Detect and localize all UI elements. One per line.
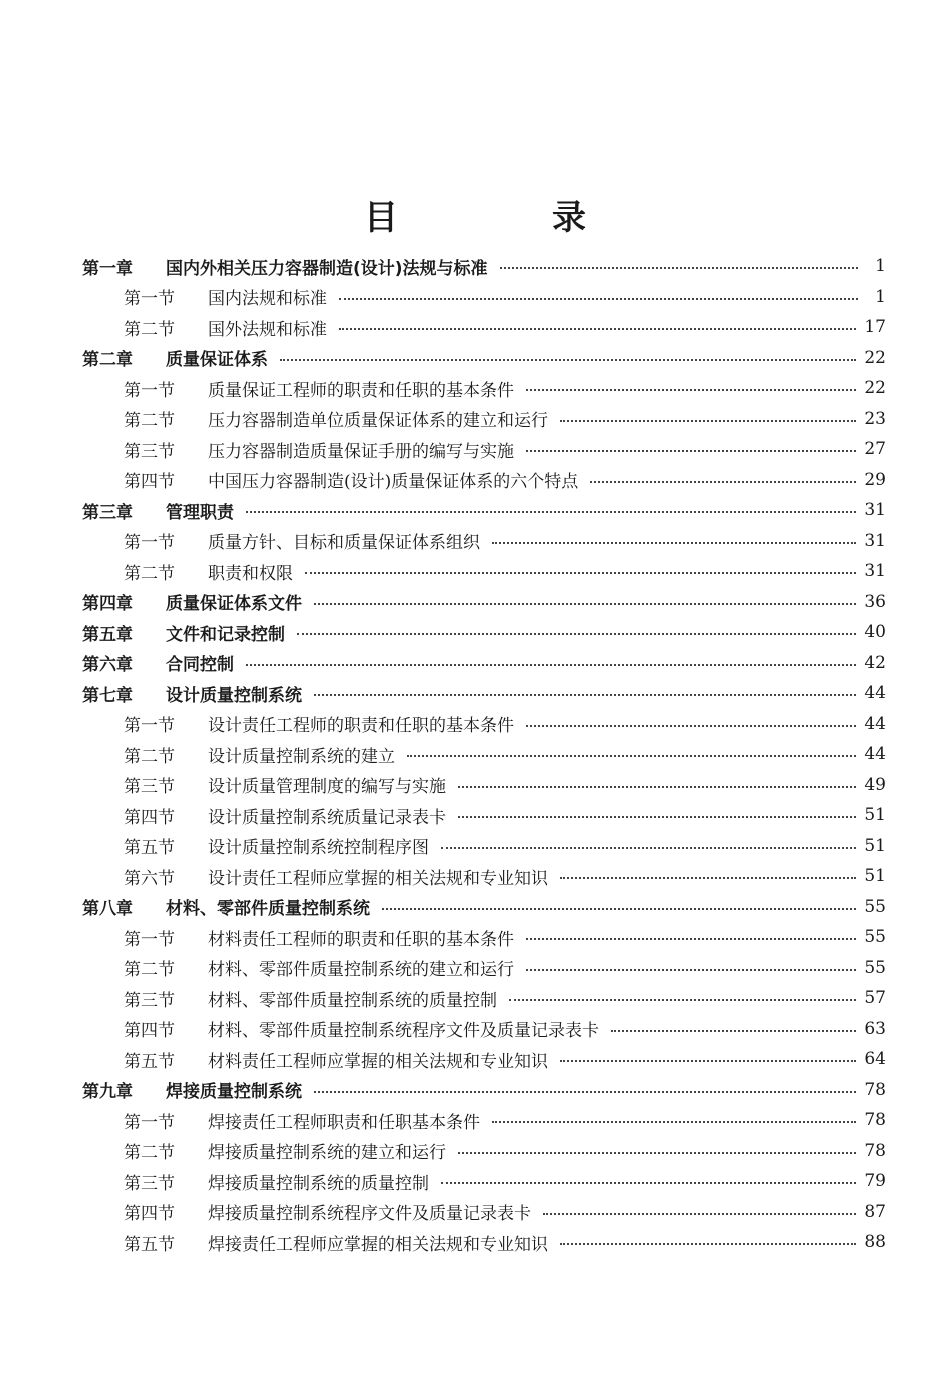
toc-entry-label: 第一节 xyxy=(124,289,175,310)
dot-leader xyxy=(458,1152,856,1154)
toc-section-entry xyxy=(0,465,950,496)
toc-page-number: 64 xyxy=(864,1049,886,1070)
dot-leader xyxy=(509,999,856,1001)
toc-entry-title: 设计质量控制系统控制程序图 xyxy=(208,838,429,859)
toc-chapter-entry xyxy=(0,892,950,923)
toc-page-number: 42 xyxy=(864,652,886,673)
toc-page-number: 29 xyxy=(864,469,886,490)
toc-page-number: 88 xyxy=(864,1232,886,1253)
toc-entry-title: 材料、零部件质量控制系统程序文件及质量记录表卡 xyxy=(208,1021,599,1042)
toc-entry-label: 第三节 xyxy=(124,1173,175,1194)
toc-entry-title: 焊接质量控制系统 xyxy=(166,1082,302,1103)
dot-leader xyxy=(611,1030,856,1032)
dot-leader xyxy=(339,328,856,330)
toc-section-entry xyxy=(0,1227,950,1258)
toc-entry-title: 国外法规和标准 xyxy=(208,319,327,340)
toc-entry-title: 焊接责任工程师应掌握的相关法规和专业知识 xyxy=(208,1234,548,1255)
toc-page-number: 55 xyxy=(864,957,886,978)
toc-page-number: 17 xyxy=(864,317,886,338)
dot-leader xyxy=(560,1060,856,1062)
toc-entry-title: 焊接质量控制系统的质量控制 xyxy=(208,1173,429,1194)
toc-section-entry xyxy=(0,434,950,465)
toc-page-number: 1 xyxy=(875,286,886,307)
dot-leader xyxy=(560,1243,856,1245)
toc-section-entry xyxy=(0,1197,950,1228)
toc-entry-label: 第一节 xyxy=(124,1112,175,1133)
toc-entry-label: 第三章 xyxy=(82,502,133,523)
toc-page-number: 57 xyxy=(864,988,886,1009)
toc-entry-label: 第二节 xyxy=(124,746,175,767)
dot-leader xyxy=(526,969,856,971)
dot-leader xyxy=(339,298,858,300)
toc-page-number: 51 xyxy=(864,866,886,887)
dot-leader xyxy=(526,725,856,727)
toc-chapter-entry xyxy=(0,495,950,526)
toc-chapter-entry xyxy=(0,587,950,618)
toc-entry-title: 压力容器制造单位质量保证体系的建立和运行 xyxy=(208,411,548,432)
toc-entry-label: 第四节 xyxy=(124,1204,175,1225)
toc-entry-title: 质量保证体系 xyxy=(166,350,268,371)
dot-leader xyxy=(246,511,856,513)
toc-entry-label: 第四节 xyxy=(124,807,175,828)
dot-leader xyxy=(314,694,856,696)
dot-leader xyxy=(441,847,856,849)
toc-entry-title: 设计责任工程师应掌握的相关法规和专业知识 xyxy=(208,868,548,889)
toc-section-entry xyxy=(0,1166,950,1197)
toc-section-entry xyxy=(0,831,950,862)
toc-section-entry xyxy=(0,739,950,770)
toc-page-number: 44 xyxy=(864,713,886,734)
toc-entry-label: 第五节 xyxy=(124,838,175,859)
dot-leader xyxy=(407,755,856,757)
toc-entry-title: 管理职责 xyxy=(166,502,234,523)
dot-leader xyxy=(246,664,856,666)
dot-leader xyxy=(590,481,856,483)
dot-leader xyxy=(297,633,856,635)
toc-entry-label: 第二节 xyxy=(124,960,175,981)
toc-entry-label: 第六节 xyxy=(124,868,175,889)
page-title: 目 录 xyxy=(364,198,646,238)
toc-section-entry xyxy=(0,770,950,801)
toc-section-entry xyxy=(0,526,950,557)
toc-entry-label: 第一节 xyxy=(124,716,175,737)
toc-chapter-entry xyxy=(0,343,950,374)
toc-entry-label: 第二节 xyxy=(124,319,175,340)
toc-entry-title: 文件和记录控制 xyxy=(166,624,285,645)
toc-section-entry xyxy=(0,556,950,587)
dot-leader xyxy=(560,877,856,879)
toc-entry-title: 材料责任工程师的职责和任职的基本条件 xyxy=(208,929,514,950)
toc-section-entry xyxy=(0,312,950,343)
toc-entry-title: 职责和权限 xyxy=(208,563,293,584)
toc-entry-title: 焊接质量控制系统的建立和运行 xyxy=(208,1143,446,1164)
toc-entry-title: 设计质量控制系统的建立 xyxy=(208,746,395,767)
toc-page-number: 22 xyxy=(864,347,886,368)
toc-page-number: 44 xyxy=(864,744,886,765)
toc-chapter-entry xyxy=(0,251,950,282)
dot-leader xyxy=(492,542,856,544)
toc-entry-title: 国内法规和标准 xyxy=(208,289,327,310)
toc-section-entry xyxy=(0,861,950,892)
toc-section-entry xyxy=(0,1105,950,1136)
toc-chapter-entry xyxy=(0,678,950,709)
toc-section-entry xyxy=(0,953,950,984)
toc-entry-label: 第九章 xyxy=(82,1082,133,1103)
toc-entry-label: 第二节 xyxy=(124,411,175,432)
dot-leader xyxy=(560,420,856,422)
toc-entry-title: 质量保证工程师的职责和任职的基本条件 xyxy=(208,380,514,401)
toc-entry-label: 第七章 xyxy=(82,685,133,706)
toc-page-number: 27 xyxy=(864,439,886,460)
dot-leader xyxy=(441,1182,856,1184)
toc-entry-label: 第五节 xyxy=(124,1051,175,1072)
toc-entry-title: 材料责任工程师应掌握的相关法规和专业知识 xyxy=(208,1051,548,1072)
dot-leader xyxy=(492,1121,856,1123)
toc-page-number: 31 xyxy=(864,500,886,521)
toc-entry-label: 第一节 xyxy=(124,929,175,950)
toc-entry-title: 合同控制 xyxy=(166,655,234,676)
dot-leader xyxy=(526,938,856,940)
toc-entry-title: 材料、零部件质量控制系统的质量控制 xyxy=(208,990,497,1011)
dot-leader xyxy=(280,359,856,361)
toc-entry-label: 第六章 xyxy=(82,655,133,676)
table-of-contents xyxy=(0,251,950,1258)
dot-leader xyxy=(382,908,856,910)
toc-section-entry xyxy=(0,1044,950,1075)
toc-entry-label: 第三节 xyxy=(124,441,175,462)
toc-page-number: 51 xyxy=(864,835,886,856)
toc-page-number: 78 xyxy=(864,1140,886,1161)
toc-entry-label: 第五章 xyxy=(82,624,133,645)
toc-entry-label: 第八章 xyxy=(82,899,133,920)
toc-entry-label: 第五节 xyxy=(124,1234,175,1255)
toc-page-number: 78 xyxy=(864,1110,886,1131)
toc-entry-title: 材料、零部件质量控制系统 xyxy=(166,899,370,920)
toc-section-entry xyxy=(0,1014,950,1045)
dot-leader xyxy=(526,450,856,452)
toc-entry-title: 质量方针、目标和质量保证体系组织 xyxy=(208,533,480,554)
toc-page-number: 31 xyxy=(864,530,886,551)
toc-entry-title: 国内外相关压力容器制造(设计)法规与标准 xyxy=(166,258,488,279)
toc-entry-label: 第四章 xyxy=(82,594,133,615)
toc-page-number: 49 xyxy=(864,774,886,795)
toc-section-entry xyxy=(0,922,950,953)
toc-section-entry xyxy=(0,282,950,313)
toc-entry-label: 第二章 xyxy=(82,350,133,371)
toc-chapter-entry xyxy=(0,1075,950,1106)
toc-entry-title: 质量保证体系文件 xyxy=(166,594,302,615)
dot-leader xyxy=(458,816,856,818)
toc-entry-label: 第一章 xyxy=(82,258,133,279)
toc-section-entry xyxy=(0,1136,950,1167)
toc-entry-label: 第二节 xyxy=(124,563,175,584)
toc-page-number: 55 xyxy=(864,927,886,948)
toc-page-number: 36 xyxy=(864,591,886,612)
toc-entry-title: 设计质量管理制度的编写与实施 xyxy=(208,777,446,798)
toc-section-entry xyxy=(0,373,950,404)
toc-section-entry xyxy=(0,800,950,831)
toc-page-number: 51 xyxy=(864,805,886,826)
dot-leader xyxy=(314,603,856,605)
dot-leader xyxy=(314,1091,856,1093)
toc-section-entry xyxy=(0,983,950,1014)
toc-entry-label: 第四节 xyxy=(124,1021,175,1042)
toc-page-number: 23 xyxy=(864,408,886,429)
toc-page-number: 63 xyxy=(864,1018,886,1039)
dot-leader xyxy=(458,786,856,788)
toc-page-number: 87 xyxy=(864,1201,886,1222)
toc-section-entry xyxy=(0,709,950,740)
toc-entry-title: 材料、零部件质量控制系统的建立和运行 xyxy=(208,960,514,981)
toc-entry-title: 设计责任工程师的职责和任职的基本条件 xyxy=(208,716,514,737)
toc-entry-label: 第三节 xyxy=(124,777,175,798)
toc-entry-label: 第二节 xyxy=(124,1143,175,1164)
toc-chapter-entry xyxy=(0,617,950,648)
toc-page-number: 1 xyxy=(875,256,886,277)
toc-entry-label: 第四节 xyxy=(124,472,175,493)
toc-entry-label: 第一节 xyxy=(124,533,175,554)
toc-entry-title: 中国压力容器制造(设计)质量保证体系的六个特点 xyxy=(208,472,579,493)
toc-entry-label: 第一节 xyxy=(124,380,175,401)
toc-entry-title: 设计质量控制系统 xyxy=(166,685,302,706)
toc-entry-label: 第三节 xyxy=(124,990,175,1011)
dot-leader xyxy=(305,572,856,574)
toc-section-entry xyxy=(0,404,950,435)
toc-entry-title: 焊接责任工程师职责和任职基本条件 xyxy=(208,1112,480,1133)
dot-leader xyxy=(500,267,858,269)
toc-page-number: 40 xyxy=(864,622,886,643)
toc-page-number: 78 xyxy=(864,1079,886,1100)
dot-leader xyxy=(543,1213,856,1215)
dot-leader xyxy=(526,389,856,391)
toc-entry-title: 焊接质量控制系统程序文件及质量记录表卡 xyxy=(208,1204,531,1225)
toc-page-number: 55 xyxy=(864,896,886,917)
toc-page-number: 31 xyxy=(864,561,886,582)
toc-entry-title: 压力容器制造质量保证手册的编写与实施 xyxy=(208,441,514,462)
toc-page-number: 44 xyxy=(864,683,886,704)
toc-page-number: 79 xyxy=(864,1171,886,1192)
toc-chapter-entry xyxy=(0,648,950,679)
toc-page-number: 22 xyxy=(864,378,886,399)
toc-entry-title: 设计质量控制系统质量记录表卡 xyxy=(208,807,446,828)
